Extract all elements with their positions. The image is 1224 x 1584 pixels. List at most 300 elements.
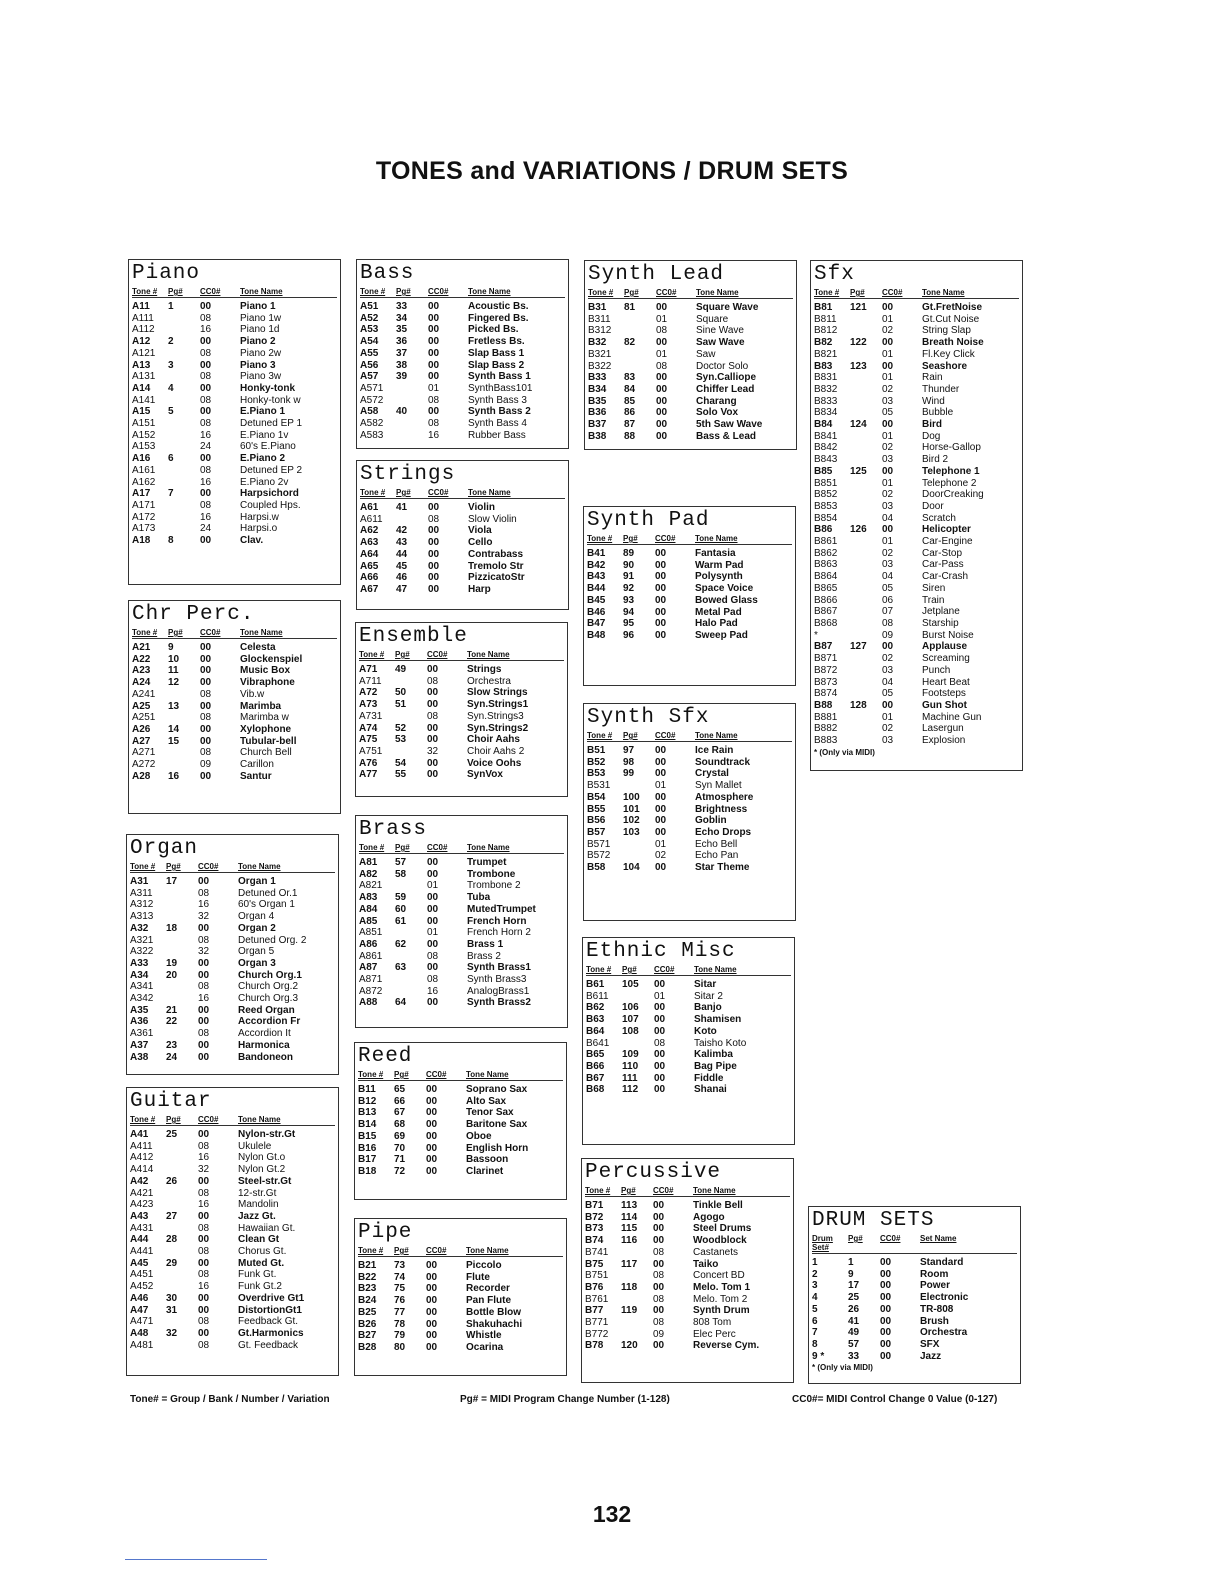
tone-number: A112 (132, 324, 155, 336)
table-row (132, 313, 337, 325)
cc0-value: 00 (427, 757, 439, 769)
program-number: 41 (396, 502, 408, 513)
tone-name: Ice Rain (695, 745, 734, 756)
tone-number: B32 (588, 337, 607, 349)
page-number: 132 (592, 1501, 632, 1527)
tone-number: 4 (812, 1292, 818, 1304)
table-row (360, 383, 565, 395)
program-number (166, 1269, 198, 1281)
table-row (586, 979, 791, 991)
tone-number: A76 (359, 757, 378, 769)
tone-name: Celesta (240, 642, 276, 653)
tone-number: A251 (132, 712, 156, 724)
program-number: 8 (168, 535, 174, 547)
program-number: 75 (394, 1283, 406, 1295)
table-row (130, 1199, 335, 1211)
cc0-value: 08 (427, 974, 439, 986)
tone-number: A271 (132, 747, 156, 759)
program-number: 42 (396, 525, 408, 537)
program-number (850, 548, 882, 560)
tone-name: Orchestra (920, 1327, 968, 1339)
cc0-value: 02 (655, 850, 667, 862)
tone-number: B883 (814, 735, 838, 747)
tone-number: B75 (585, 1258, 604, 1270)
table-row (814, 466, 1019, 478)
tone-name: Harpsi.w (240, 511, 279, 523)
tone-name: Square (696, 313, 729, 325)
tone-name: PizzicatoStr (468, 572, 525, 584)
table-row (585, 1235, 790, 1247)
tone-name: Clean Gt (238, 1234, 280, 1246)
cc0-value: 02 (882, 723, 894, 735)
cc0-value: 00 (198, 876, 210, 887)
column-header: Tone # (586, 965, 612, 974)
cc0-value: 00 (882, 641, 894, 653)
cc0-value: 00 (655, 618, 667, 630)
tone-name: Organ 3 (238, 957, 276, 969)
column-header: Pg# (168, 287, 183, 296)
tone-name: Whistle (466, 1330, 502, 1342)
cc0-value: 00 (656, 302, 668, 313)
tone-name: Jetplane (922, 606, 960, 618)
program-number: 10 (168, 653, 180, 665)
tone-number: A312 (130, 899, 154, 911)
cc0-value: 16 (200, 429, 212, 441)
tone-number: A62 (360, 525, 379, 537)
tone-name: Tubular-bell (240, 735, 297, 747)
cc0-value: 08 (200, 371, 212, 383)
tone-number: B37 (588, 419, 607, 431)
table-row (358, 1272, 563, 1284)
tone-number: A572 (360, 394, 384, 406)
tone-name: Chorus Gt. (238, 1246, 287, 1258)
tone-name: Tremolo Str (468, 560, 524, 572)
cc0-value: 08 (427, 710, 439, 722)
tone-name: Steel Drums (693, 1223, 752, 1235)
program-number: 102 (623, 815, 640, 827)
cc0-value: 00 (428, 347, 440, 359)
table-row (814, 489, 1019, 501)
cc0-value: 32 (198, 911, 210, 923)
program-number: 5 (168, 406, 174, 418)
tone-number: B873 (814, 676, 838, 688)
table-row (814, 478, 1019, 490)
tone-number: A751 (359, 745, 383, 757)
footer-pg-legend: Pg# = MIDI Program Change Number (1-128) (460, 1394, 670, 1405)
tone-number: A23 (132, 665, 151, 677)
table-row (587, 630, 792, 642)
cc0-value: 08 (428, 394, 440, 406)
table-row (359, 962, 564, 974)
cc0-value: 04 (882, 571, 894, 583)
program-number: 2 (168, 336, 174, 348)
section-title: DRUM SETS (812, 1209, 935, 1232)
tone-number: A36 (130, 1016, 149, 1028)
table-row (814, 361, 1019, 373)
tone-name: Square Wave (696, 302, 759, 313)
cc0-value: 00 (655, 803, 667, 815)
tone-name: Shanai (694, 1084, 727, 1096)
program-number: 33 (396, 301, 408, 312)
cc0-value: 08 (198, 1222, 210, 1234)
cc0-value: 00 (880, 1280, 892, 1292)
column-header: CC0# (655, 534, 676, 543)
section-title: Synth Lead (588, 263, 725, 286)
cc0-value: 00 (200, 301, 212, 312)
table-row (814, 536, 1019, 548)
table-row (814, 630, 1019, 642)
table-row (130, 888, 335, 900)
table-row (130, 1176, 335, 1188)
table-row (359, 951, 564, 963)
tone-number: A24 (132, 677, 151, 689)
program-number (621, 1247, 653, 1259)
column-header: Tone # (360, 287, 386, 296)
tone-name: Star Theme (695, 862, 750, 874)
table-row (814, 524, 1019, 536)
tone-number: A871 (359, 974, 383, 986)
table-row (814, 548, 1019, 560)
cc0-value: 00 (882, 419, 894, 431)
cc0-value: 00 (427, 962, 439, 974)
cc0-value: 00 (653, 1211, 665, 1223)
tone-number: * (814, 629, 818, 641)
cc0-value: 08 (200, 712, 212, 724)
program-number (166, 911, 198, 923)
cc0-value: 08 (200, 464, 212, 476)
program-number (168, 324, 200, 336)
tone-name: Gun Shot (922, 699, 967, 711)
tone-name: Vib.w (240, 688, 265, 700)
program-number (850, 325, 882, 337)
tone-name: Taiko (693, 1258, 719, 1270)
program-number: 3 (168, 359, 174, 371)
tone-name: Rubber Bass (468, 429, 526, 441)
tone-name: Brass 2 (467, 950, 501, 962)
program-number: 17 (166, 876, 178, 887)
program-number: 47 (396, 583, 408, 595)
table-row (132, 477, 337, 489)
table-row (814, 372, 1019, 384)
cc0-value: 01 (882, 372, 894, 384)
program-number (168, 512, 200, 524)
column-header: Tone Name (695, 731, 738, 740)
tone-name: E.Piano 2 (240, 453, 286, 465)
tone-number: A121 (132, 347, 156, 359)
tone-name: Harpsichord (240, 488, 299, 500)
section-guitar (126, 1087, 339, 1376)
cc0-value: 00 (654, 1025, 666, 1037)
program-number: 88 (624, 430, 636, 442)
cc0-value: 00 (428, 301, 440, 312)
table-row (360, 572, 565, 584)
tone-name: Concert BD (693, 1270, 745, 1282)
tone-number: B13 (358, 1107, 377, 1119)
tone-number: A173 (132, 523, 156, 535)
tone-number: A342 (130, 993, 154, 1005)
program-number: 46 (396, 572, 408, 584)
section-title: Bass (360, 262, 415, 285)
table-row (130, 1269, 335, 1281)
table-row (360, 502, 565, 514)
tone-name: DoorCreaking (922, 489, 984, 501)
table-row (132, 406, 337, 418)
cc0-value: 08 (198, 1187, 210, 1199)
program-number: 60 (395, 903, 407, 915)
program-number: 85 (624, 395, 636, 407)
tone-name: SynthBass101 (468, 382, 533, 394)
program-number (621, 1270, 653, 1282)
program-number: 127 (850, 641, 867, 653)
program-number (166, 1188, 198, 1200)
section-title: Percussive (585, 1161, 722, 1184)
tone-number: A88 (359, 997, 378, 1009)
table-header (358, 1246, 563, 1257)
program-number (395, 746, 427, 758)
tone-name: Starship (922, 617, 959, 629)
tone-name: Hawaiian Gt. (238, 1222, 296, 1234)
table-row (132, 747, 337, 759)
tone-number: B43 (587, 571, 606, 583)
cc0-value: 00 (426, 1341, 438, 1353)
table-header (586, 965, 791, 976)
cc0-value: 09 (653, 1328, 665, 1340)
program-number (395, 951, 427, 963)
tone-name: Picked Bs. (468, 324, 519, 336)
program-number: 44 (396, 548, 408, 560)
cc0-value: 00 (200, 453, 212, 465)
cc0-value: 01 (428, 382, 440, 394)
program-number: 61 (395, 915, 407, 927)
column-header: CC0# (426, 1246, 447, 1255)
table-row (814, 606, 1019, 618)
program-number: 27 (166, 1210, 178, 1222)
tone-name: Harp (468, 583, 491, 595)
tone-number: B86 (814, 524, 833, 536)
cc0-value: 32 (198, 1164, 210, 1176)
cc0-value: 03 (882, 500, 894, 512)
cc0-value: 02 (882, 489, 894, 501)
tone-name: Choir Aahs (467, 734, 520, 746)
table-row (360, 324, 565, 336)
program-number: 123 (850, 360, 867, 372)
program-number: 26 (166, 1175, 178, 1187)
column-header: Pg# (394, 1246, 409, 1255)
table-row (814, 641, 1019, 653)
tone-name: SynVox (467, 769, 503, 781)
table-row (130, 911, 335, 923)
column-header: Tone Name (238, 862, 281, 871)
tone-number: B84 (814, 419, 833, 431)
program-number: 97 (623, 745, 635, 756)
tone-number: B312 (588, 325, 612, 337)
tone-name: AnalogBrass1 (467, 985, 530, 997)
tone-name: Piano 1w (240, 312, 282, 324)
cc0-value: 00 (428, 583, 440, 595)
table-row (130, 1234, 335, 1246)
tone-number: B81 (814, 302, 833, 313)
program-number: 23 (166, 1039, 178, 1051)
column-header: Tone # (588, 288, 614, 297)
cc0-value: 08 (198, 1269, 210, 1281)
table-row (360, 514, 565, 526)
tone-name: Acoustic Bs. (468, 301, 529, 312)
cc0-value: 00 (653, 1200, 665, 1211)
program-number (850, 396, 882, 408)
section-sfx (810, 260, 1023, 771)
table-row (814, 302, 1019, 314)
program-number: 71 (394, 1154, 406, 1166)
cc0-value: 08 (198, 1028, 210, 1040)
program-number (621, 1294, 653, 1306)
tone-number: A45 (130, 1257, 149, 1269)
cc0-value: 08 (200, 418, 212, 430)
tone-name: Nylon-str.Gt (238, 1129, 296, 1140)
tone-name: Echo Pan (695, 850, 739, 862)
tone-number: B832 (814, 383, 838, 395)
tone-name: Trombone 2 (467, 880, 521, 892)
program-number: 121 (850, 302, 867, 313)
tone-name: Reed Organ (238, 1004, 295, 1016)
table-row (130, 1152, 335, 1164)
program-number (623, 839, 655, 851)
tone-name: Gt.Harmonics (238, 1327, 304, 1339)
table-row (585, 1294, 790, 1306)
tone-number: A571 (360, 382, 384, 394)
tone-number: B36 (588, 407, 607, 419)
cc0-value: 08 (653, 1270, 665, 1282)
cc0-value: 00 (427, 734, 439, 746)
program-number (166, 899, 198, 911)
tone-name: Koto (694, 1025, 717, 1037)
table-row (358, 1143, 563, 1155)
tone-name: Wind (922, 395, 945, 407)
tone-number: B71 (585, 1200, 604, 1211)
tone-name: Organ 4 (238, 911, 275, 923)
program-number: 57 (395, 857, 407, 868)
tone-name: Solo Vox (696, 407, 739, 419)
tone-name: Brass 1 (467, 938, 504, 950)
program-number (624, 314, 656, 326)
tone-number: A85 (359, 915, 378, 927)
tone-name: Voice Oohs (467, 757, 522, 769)
tone-number: 5 (812, 1303, 818, 1315)
table-row (360, 525, 565, 537)
program-number: 83 (624, 372, 636, 384)
cc0-value: 00 (655, 756, 667, 768)
tone-number: A451 (130, 1269, 154, 1281)
tone-name: Shakuhachi (466, 1318, 523, 1330)
table-row (132, 488, 337, 500)
table-row (130, 993, 335, 1005)
table-row (585, 1305, 790, 1317)
tone-name: Rain (922, 372, 943, 384)
tone-number: B76 (585, 1281, 604, 1293)
tone-number: B833 (814, 395, 838, 407)
tone-name: 808 Tom (693, 1317, 732, 1329)
program-number: 111 (622, 1072, 638, 1084)
program-number: 67 (394, 1107, 406, 1119)
table-row (814, 583, 1019, 595)
tone-number: B44 (587, 583, 606, 595)
cc0-value: 03 (882, 559, 894, 571)
program-number (621, 1329, 653, 1341)
program-number (166, 946, 198, 958)
tone-number: B41 (587, 548, 606, 559)
tone-number: A25 (132, 700, 151, 712)
tone-name: Bandoneon (238, 1051, 293, 1063)
cc0-value: 08 (200, 312, 212, 324)
tone-number: B611 (586, 990, 609, 1002)
tone-number: B761 (585, 1293, 609, 1305)
cc0-value: 00 (426, 1165, 438, 1177)
table-header (132, 628, 337, 639)
cc0-value: 00 (655, 791, 667, 803)
cc0-value: 04 (882, 512, 894, 524)
tone-number: A311 (130, 887, 153, 899)
table-row (130, 923, 335, 935)
tone-number: A13 (132, 359, 151, 371)
column-header: Tone # (132, 287, 158, 296)
table-row (586, 1026, 791, 1038)
cc0-value: 00 (200, 406, 212, 418)
tone-number: 9 * (812, 1350, 825, 1362)
cc0-value: 08 (198, 1339, 210, 1351)
program-number: 22 (166, 1016, 178, 1028)
cc0-value: 00 (198, 1304, 210, 1316)
program-number: 108 (622, 1025, 639, 1037)
cc0-value: 01 (882, 477, 894, 489)
cc0-value: 00 (200, 735, 212, 747)
table-row (359, 916, 564, 928)
table-row (814, 419, 1019, 431)
program-number (395, 711, 427, 723)
column-header: Pg# (623, 534, 638, 543)
program-number: 20 (166, 969, 178, 981)
cc0-value: 08 (198, 981, 210, 993)
table-row (587, 792, 792, 804)
tone-name: Trombone (467, 868, 516, 880)
column-header: Tone # (358, 1246, 384, 1255)
column-header: Tone Name (695, 534, 738, 543)
program-number: 122 (850, 337, 867, 349)
cc0-value: 03 (882, 395, 894, 407)
tone-name: Heart Beat (922, 676, 970, 688)
table-row (130, 1223, 335, 1235)
column-header: Drum Set# (812, 1234, 833, 1252)
program-number: 7 (168, 488, 174, 500)
table-row (814, 712, 1019, 724)
table-row (586, 1049, 791, 1061)
section-bass (356, 259, 569, 449)
tone-number: B85 (814, 465, 833, 477)
program-number: 79 (394, 1330, 406, 1342)
cc0-value: 00 (428, 502, 440, 513)
cc0-value: 00 (654, 1084, 666, 1096)
cc0-value: 02 (882, 325, 894, 337)
program-number (166, 1028, 198, 1040)
table-row (360, 549, 565, 561)
program-number: 81 (624, 302, 636, 313)
table-row (359, 892, 564, 904)
tone-number: B865 (814, 582, 838, 594)
tone-number: A64 (360, 548, 379, 560)
tone-name: Muted Gt. (238, 1257, 285, 1269)
tone-name: Charang (696, 395, 737, 407)
tone-number: B66 (586, 1060, 605, 1072)
program-number: 4 (168, 382, 174, 394)
table-row (132, 523, 337, 535)
